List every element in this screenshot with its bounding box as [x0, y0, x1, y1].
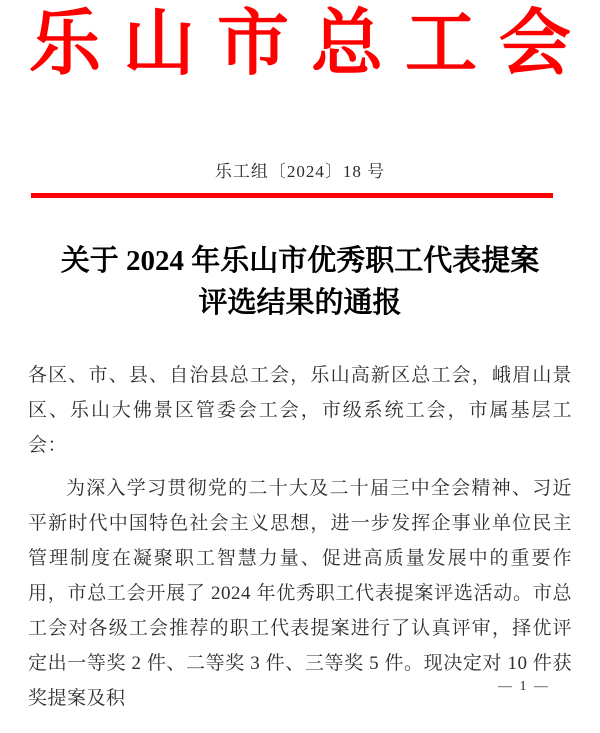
document-title-line-2: 评选结果的通报 — [198, 287, 402, 319]
document-title — [0, 240, 600, 324]
red-divider-line — [31, 193, 553, 198]
body-paragraph: 为深入学习贯彻党的二十大及二十届三中全会精神、习近平新时代中国特色社会主义思想，进一步发挥企事业单位民主管理制度在凝聚职工智慧力量、促进高质量发展中的重要作用，市总工会开展了 2024 年优秀职工代表提案评选活动。市总工会对各级工会推荐的职工代表提案进行了认真评审，择优评定出一等奖 2 件、二等奖 3 件、三等奖 5 件。现决定对 10 件获奖提案及积 — [28, 478, 572, 709]
document-body — [28, 358, 572, 716]
page-number: — 1 — — [498, 679, 550, 694]
document-number: 乐工组〔2024〕18 号 — [214, 162, 386, 181]
salutation-paragraph: 各区、市、县、自治县总工会，乐山高新区总工会，峨眉山景区、乐山大佛景区管委会工会，市级系统工会，市属基层工会： — [28, 365, 572, 456]
document-title-line-1: 关于 2024 年乐山市优秀职工代表提案 — [60, 245, 540, 277]
masthead-title: 乐 山 市 总 工 会 — [29, 4, 571, 84]
